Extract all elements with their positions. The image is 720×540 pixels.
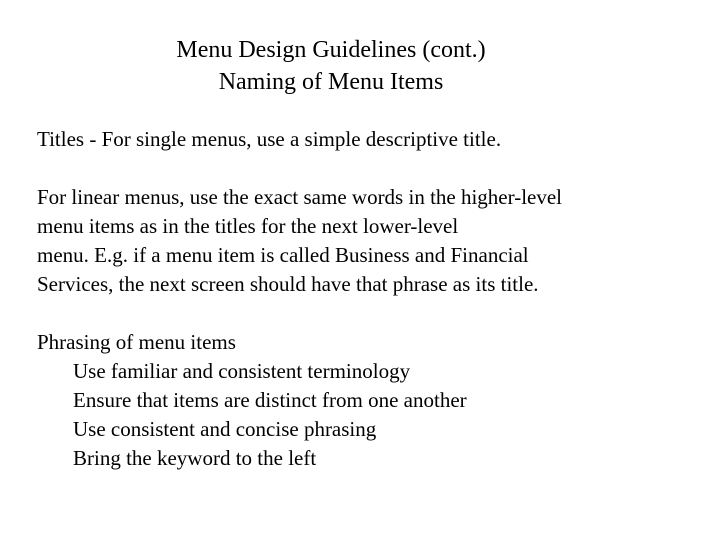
linear-line-3: menu. E.g. if a menu item is called Business and Financial — [37, 243, 529, 267]
linear-line-4: Services, the next screen should have that phrase as its title. — [37, 272, 539, 296]
linear-line-1: For linear menus, use the exact same words in the higher-level — [37, 185, 562, 209]
title-line-2: Naming of Menu Items — [218, 69, 444, 95]
slide-body — [37, 125, 697, 473]
phrasing-section — [37, 328, 697, 473]
title-line-1: Menu Design Guidelines (cont.) — [176, 37, 486, 63]
phrasing-item-3: Use consistent and concise phrasing — [73, 417, 377, 441]
phrasing-heading: Phrasing of menu items — [37, 330, 236, 354]
phrasing-item-4: Bring the keyword to the left — [73, 446, 317, 470]
paragraph-gap — [37, 154, 697, 183]
paragraph-gap — [37, 299, 697, 328]
linear-menus-paragraph — [37, 183, 697, 299]
slide-title — [0, 34, 662, 98]
linear-line-2: menu items as in the titles for the next lower-level — [37, 214, 459, 238]
titles-paragraph: Titles - For single menus, use a simple descriptive title. — [37, 127, 502, 151]
phrasing-item-1: Use familiar and consistent terminology — [73, 359, 411, 383]
phrasing-item-2: Ensure that items are distinct from one another — [73, 388, 467, 412]
